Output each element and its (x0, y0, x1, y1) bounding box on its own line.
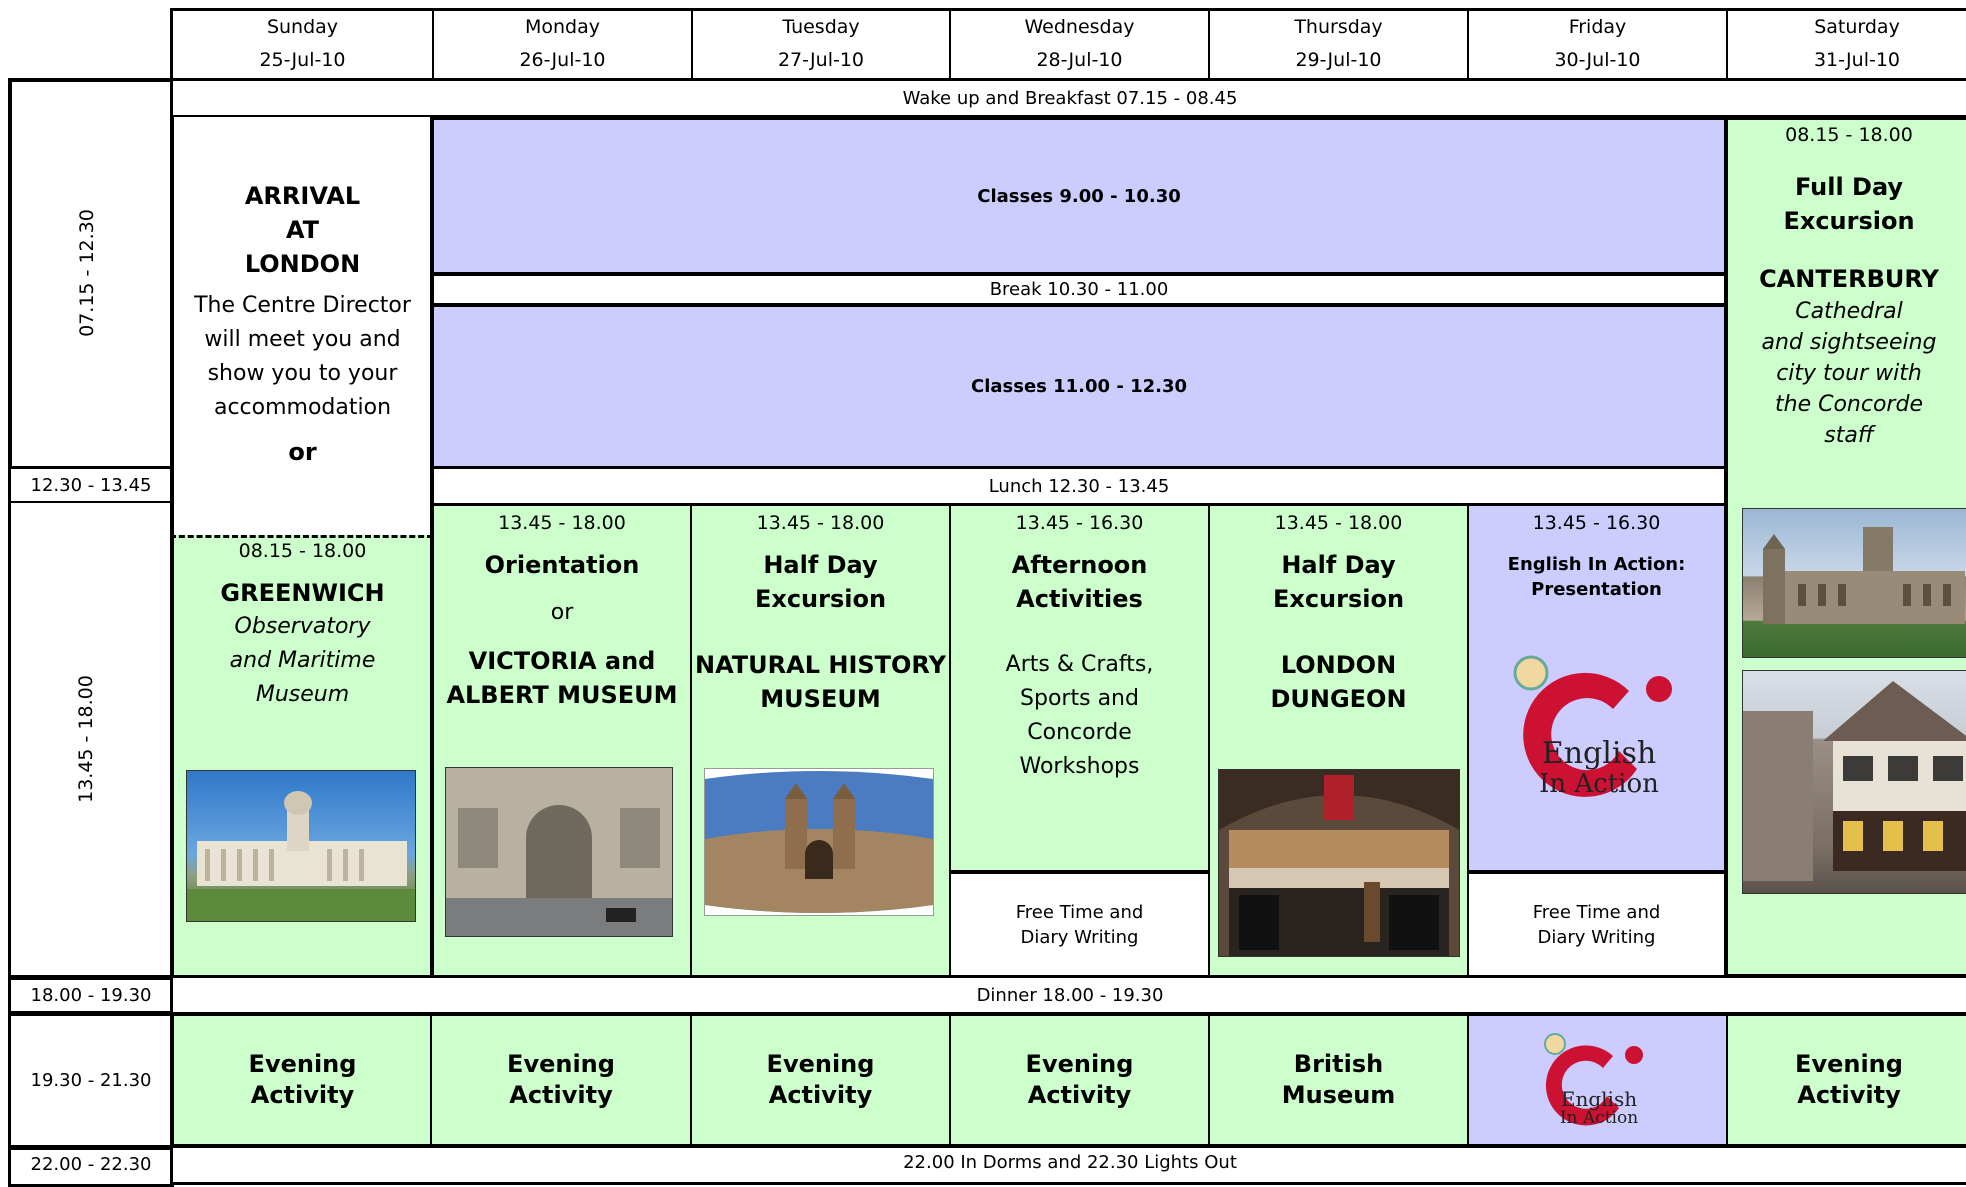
day-header-wednesday (949, 8, 1210, 82)
sunday-greenwich-cell (170, 535, 433, 978)
saturday-full-day-cell (1724, 116, 1966, 978)
thursday-place-1: LONDON (1280, 651, 1397, 679)
greenwich-photo (186, 770, 416, 922)
day-date: 25-Jul-10 (259, 49, 346, 71)
dinner-label: Dinner 18.00 - 19.30 (976, 984, 1164, 1006)
day-header-tuesday (691, 8, 951, 82)
time-label-afternoon-cell (8, 503, 174, 978)
day-header-friday (1467, 8, 1728, 82)
tuesday-afternoon-cell (690, 503, 951, 978)
logo-text-2: In Action (1539, 769, 1659, 799)
saturday-place: CANTERBURY (1759, 265, 1939, 293)
canterbury-street-photo (1742, 670, 1966, 894)
evening-monday-1: Evening (507, 1050, 615, 1078)
wednesday-free-1: Free Time and (1015, 901, 1144, 923)
thursday-title-1: Half Day (1281, 551, 1396, 579)
evening-thursday-1: British (1293, 1050, 1384, 1078)
canterbury-cathedral-photo (1742, 508, 1966, 658)
evening-thursday (1208, 1012, 1469, 1148)
time-label-morning: 07.15 - 12.30 (76, 209, 98, 337)
time-label-evening-cell (8, 1013, 174, 1148)
natural-history-museum-photo (704, 768, 934, 916)
night-row (170, 1145, 1966, 1185)
time-label-evening: 19.30 - 21.30 (30, 1070, 152, 1091)
evening-monday-2: Activity (509, 1081, 613, 1109)
small-logo-text-2: In Action (1559, 1108, 1639, 1128)
tuesday-place-1: NATURAL HISTORY (695, 651, 946, 679)
wednesday-title-2: Activities (1016, 585, 1143, 613)
arrival-desc-2: will meet you and (204, 327, 401, 352)
monday-afternoon-cell (430, 503, 692, 978)
breakfast-label: Wake up and Breakfast 07.15 - 08.45 (902, 87, 1238, 109)
day-header-thursday (1208, 8, 1469, 82)
day-name: Wednesday (1024, 16, 1135, 38)
lunch-label: Lunch 12.30 - 13.45 (988, 475, 1170, 497)
greenwich-sub-3: Museum (255, 682, 350, 707)
day-date: 29-Jul-10 (1295, 49, 1382, 71)
monday-place-1: VICTORIA and (468, 647, 656, 675)
evening-wednesday (949, 1012, 1210, 1148)
friday-afternoon-cell (1467, 503, 1728, 873)
thursday-time: 13.45 - 18.00 (1274, 512, 1403, 534)
saturday-title-1: Full Day (1794, 173, 1904, 201)
va-museum-drawing (446, 768, 672, 936)
arrival-desc-1: The Centre Director (194, 293, 411, 318)
day-header-row (170, 8, 1966, 82)
monday-or: or (550, 600, 574, 625)
saturday-sub-2: and sightseeing (1761, 330, 1937, 355)
day-name: Sunday (266, 16, 339, 38)
night-label: 22.00 In Dorms and 22.30 Lights Out (903, 1152, 1237, 1173)
day-header-monday (432, 8, 693, 82)
small-logo-text-1: English (1560, 1087, 1638, 1111)
english-in-action-logo (1509, 651, 1689, 816)
english-in-action-logo-small (1539, 1030, 1659, 1140)
evening-thursday-2: Museum (1281, 1081, 1396, 1109)
logo-text-1: English (1541, 736, 1657, 771)
wednesday-desc-4: Workshops (1019, 754, 1140, 779)
friday-free-1: Free Time and (1532, 901, 1661, 923)
day-header-saturday (1726, 8, 1966, 82)
tuesday-place-2: MUSEUM (760, 685, 881, 713)
friday-free-time-cell (1467, 871, 1728, 978)
classes-1-label: Classes 9.00 - 10.30 (977, 185, 1181, 207)
arrival-line-2: AT (285, 216, 320, 244)
breakfast-row (170, 78, 1966, 118)
wednesday-desc-2: Sports and (1020, 686, 1139, 711)
evening-sunday (170, 1012, 433, 1148)
classes-morning-2 (430, 303, 1728, 470)
time-label-lunch: 12.30 - 13.45 (30, 474, 152, 496)
day-name: Tuesday (782, 16, 860, 38)
break-row (430, 273, 1728, 306)
classes-morning-1 (430, 116, 1728, 276)
evening-saturday (1726, 1012, 1966, 1148)
arrival-line-1: ARRIVAL (244, 182, 361, 210)
monday-title: Orientation (484, 551, 640, 579)
day-name: Thursday (1294, 16, 1383, 38)
time-label-dinner: 18.00 - 19.30 (30, 985, 152, 1006)
friday-free-2: Diary Writing (1537, 926, 1656, 948)
dungeon-drawing (1219, 770, 1459, 956)
dinner-row (170, 975, 1966, 1015)
evening-friday (1467, 1012, 1728, 1148)
arrival-line-3: LONDON (244, 250, 361, 278)
day-date: 28-Jul-10 (1036, 49, 1123, 71)
greenwich-sub-1: Observatory (234, 614, 371, 639)
day-name: Saturday (1814, 16, 1900, 38)
nhm-drawing (705, 769, 933, 915)
greenwich-drawing (187, 771, 415, 921)
monday-time: 13.45 - 18.00 (498, 512, 626, 534)
evening-saturday-2: Activity (1797, 1081, 1901, 1109)
saturday-sub-5: staff (1824, 423, 1874, 448)
greenwich-time: 08.15 - 18.00 (238, 540, 367, 562)
saturday-time: 08.15 - 18.00 (1785, 124, 1913, 146)
time-label-morning-cell (8, 78, 174, 467)
saturday-sub-4: the Concorde (1775, 392, 1923, 417)
day-header-sunday (170, 8, 434, 82)
evening-wednesday-1: Evening (1025, 1050, 1134, 1078)
friday-title-2: Presentation (1531, 579, 1662, 600)
time-label-night-cell (8, 1147, 174, 1187)
arrival-or: or (288, 438, 317, 466)
evening-tuesday (690, 1012, 951, 1148)
evening-sunday-1: Evening (248, 1050, 357, 1078)
greenwich-sub-2: and Maritime (229, 648, 376, 673)
wednesday-free-time-cell (949, 871, 1210, 978)
sunday-arrival-cell (170, 117, 433, 537)
lunch-row (430, 466, 1728, 506)
tuesday-title-2: Excursion (754, 585, 887, 613)
wednesday-afternoon-cell (949, 503, 1210, 873)
time-label-dinner-cell (8, 977, 174, 1014)
cathedral-drawing (1743, 509, 1966, 657)
friday-title-1: English In Action: (1507, 554, 1686, 575)
thursday-place-2: DUNGEON (1270, 685, 1407, 713)
classes-2-label: Classes 11.00 - 12.30 (970, 376, 1188, 397)
saturday-sub-1: Cathedral (1795, 299, 1903, 324)
thursday-afternoon-cell (1208, 503, 1469, 978)
wednesday-desc-3: Concorde (1027, 720, 1132, 745)
day-date: 27-Jul-10 (777, 49, 865, 71)
arrival-desc-4: accommodation (213, 395, 392, 420)
time-label-night: 22.00 - 22.30 (30, 1154, 152, 1175)
saturday-title-2: Excursion (1783, 207, 1915, 235)
friday-time: 13.45 - 16.30 (1532, 512, 1661, 534)
evening-monday (430, 1012, 692, 1148)
evening-wednesday-2: Activity (1027, 1081, 1132, 1109)
wednesday-title-1: Afternoon (1011, 551, 1148, 579)
va-museum-photo (445, 767, 673, 937)
time-label-lunch-cell (8, 466, 174, 504)
greenwich-title: GREENWICH (220, 579, 385, 607)
wednesday-free-2: Diary Writing (1020, 926, 1139, 948)
day-name: Friday (1568, 16, 1627, 38)
evening-sunday-2: Activity (250, 1081, 355, 1109)
london-dungeon-photo (1218, 769, 1460, 957)
time-label-afternoon: 13.45 - 18.00 (75, 675, 97, 803)
saturday-sub-3: city tour with (1776, 361, 1922, 386)
day-date: 26-Jul-10 (519, 49, 606, 71)
day-name: Monday (524, 16, 600, 38)
break-label: Break 10.30 - 11.00 (989, 279, 1169, 300)
arrival-desc-3: show you to your (207, 361, 398, 386)
evening-saturday-1: Evening (1795, 1050, 1903, 1078)
tuesday-title-1: Half Day (763, 551, 878, 579)
street-drawing (1743, 671, 1966, 893)
day-date: 31-Jul-10 (1813, 49, 1901, 71)
tuesday-time: 13.45 - 18.00 (756, 512, 885, 534)
monday-place-2: ALBERT MUSEUM (446, 681, 678, 709)
evening-tuesday-2: Activity (768, 1081, 873, 1109)
thursday-title-2: Excursion (1272, 585, 1405, 613)
wednesday-time: 13.45 - 16.30 (1015, 512, 1144, 534)
day-date: 30-Jul-10 (1554, 49, 1641, 71)
wednesday-desc-1: Arts & Crafts, (1005, 652, 1154, 677)
evening-tuesday-1: Evening (766, 1050, 875, 1078)
